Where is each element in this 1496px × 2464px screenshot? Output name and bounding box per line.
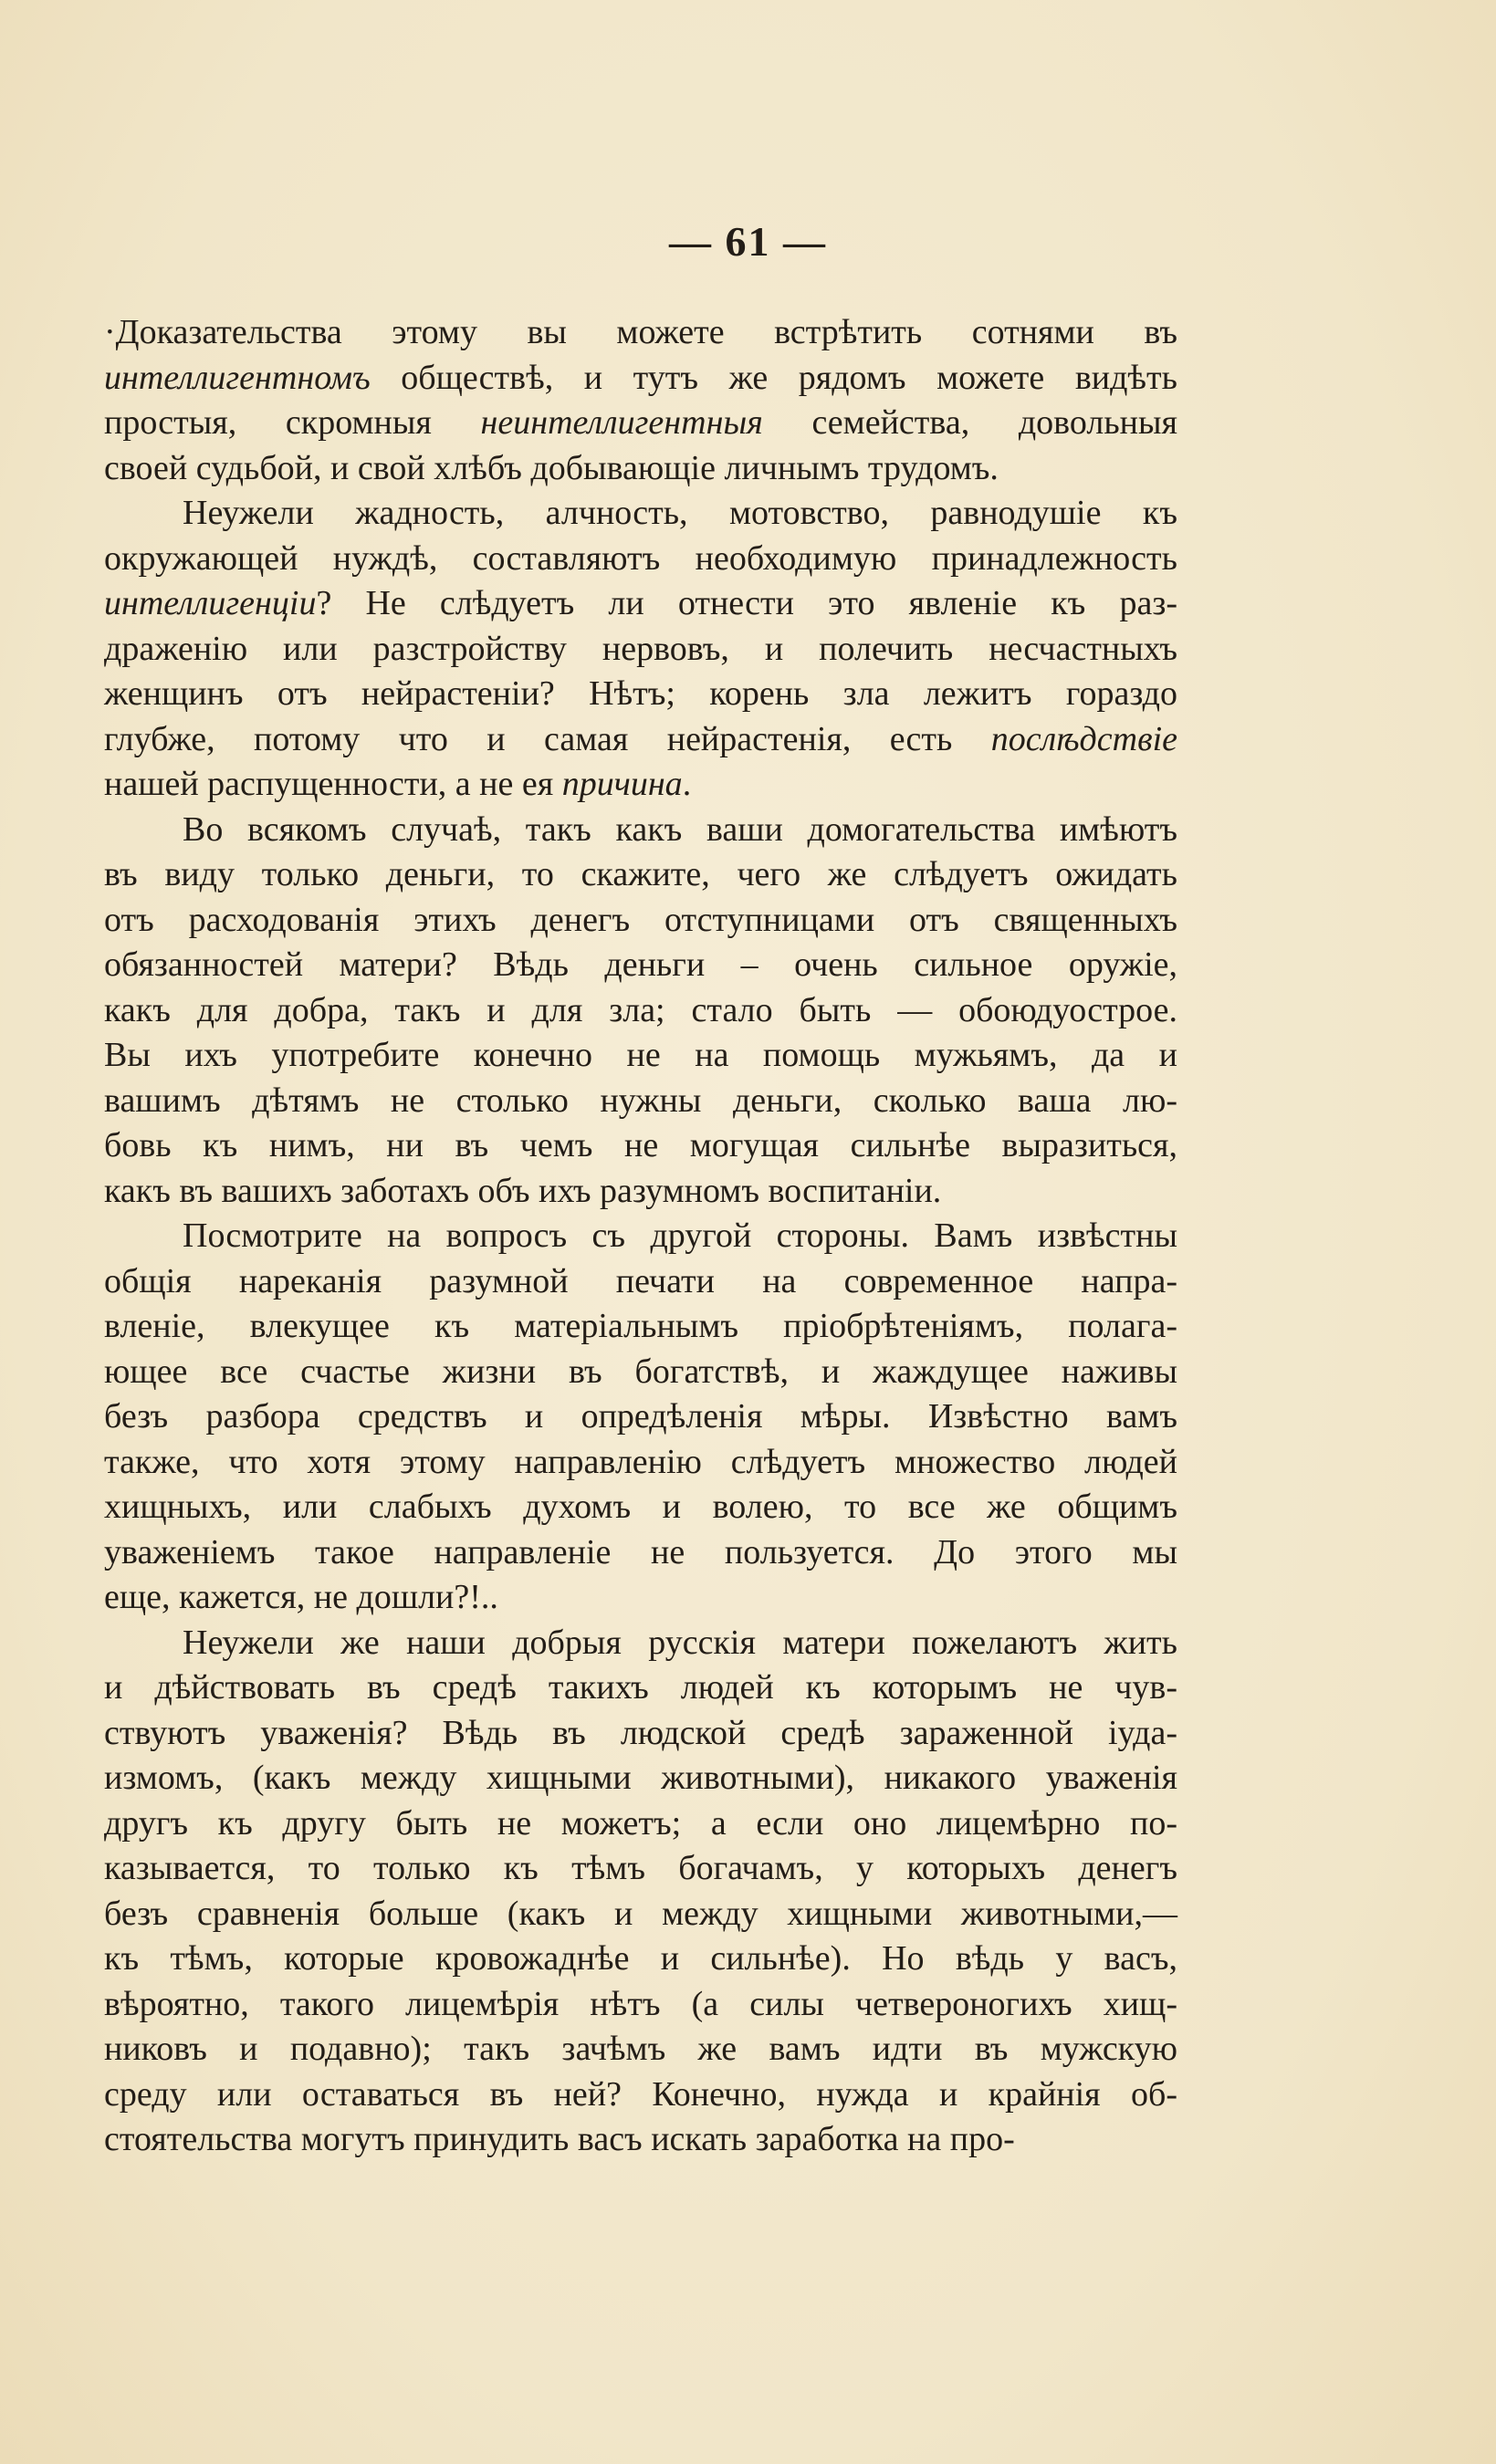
- body-text: [104, 310, 1177, 2163]
- text-line-26: также, что хотя этому направленію слѣдуетъ множество людей: [104, 1442, 1177, 1481]
- text-line-9: женщинъ отъ нейрастеніи? Нѣтъ; корень зла лежитъ гораздо: [104, 674, 1177, 713]
- text-line-7: интеллигенціи? Не слѣдуетъ ли отнести это явленіе къ раз-: [104, 584, 1177, 622]
- text-line-5: Неужели жадность, алчность, мотовство, равнодушіе къ: [183, 494, 1177, 532]
- italic-term: интеллигенціи: [104, 584, 317, 622]
- text-line-37: къ тѣмъ, которые кровожаднѣе и сильнѣе). Но вѣдь у васъ,: [104, 1939, 1177, 1978]
- text-line-1: ·Доказательства этому вы можете встрѣтить сотнями въ: [104, 313, 1177, 351]
- text-line-40: среду или оставаться въ ней? Конечно, нужда и крайнія об-: [104, 2074, 1177, 2114]
- text-line-23: вленіе, влекущее къ матеріальнымъ пріобрѣтеніямъ, полага-: [104, 1307, 1177, 1345]
- page-number: — 61 —: [669, 218, 827, 265]
- text-line-16: какъ для добра, такъ и для зла; стало быть — обоюдуострое.: [104, 990, 1177, 1029]
- text-line-19: бовь къ нимъ, ни въ чемъ не могущая сильнѣе выразиться,: [104, 1126, 1177, 1164]
- text-line-27: хищныхъ, или слабыхъ духомъ и волею, то все же общимъ: [104, 1488, 1177, 1526]
- text-line-17: Вы ихъ употребите конечно не на помощь мужьямъ, да и: [104, 1036, 1177, 1074]
- text-line-34: другъ къ другу быть не можетъ; а если оно лицемѣрно по-: [104, 1803, 1177, 1843]
- text-line-4: своей судьбой, и свой хлѣбъ добывающіе личнымъ трудомъ.: [104, 448, 999, 487]
- text-line-28: уваженіемъ такое направленіе не пользуется. До этого мы: [104, 1532, 1177, 1571]
- text-line-38: вѣроятно, такого лицемѣрія нѣтъ (а силы четвероногихъ хищ-: [104, 1984, 1177, 2023]
- text-line-20: какъ въ вашихъ заботахъ объ ихъ разумномъ воспитаніи.: [104, 1171, 942, 1210]
- italic-term: причина: [561, 765, 683, 803]
- text-line-3: простыя, скромныя неинтеллигентныя семейства, довольныя: [104, 403, 1177, 442]
- text-line-18: вашимъ дѣтямъ не столько нужны деньги, сколько ваша лю-: [104, 1081, 1177, 1120]
- text-line-32: ствуютъ уваженія? Вѣдь въ людской средѣ зараженной іуда-: [104, 1713, 1177, 1752]
- text-line-36: безъ сравненія больше (какъ и между хищными животными,—: [104, 1894, 1177, 1933]
- text-line-39: никовъ и подавно); такъ зачѣмъ же вамъ идти въ мужскую: [104, 2030, 1177, 2068]
- text-line-13: въ виду только деньги, то скажите, чего же слѣдуетъ ожидать: [104, 855, 1177, 893]
- text-line-24: ющее все счастье жизни въ богатствѣ, и жаждущее наживы: [104, 1352, 1177, 1391]
- text-line-8: драженію или разстройству нервовъ, и полечить несчастныхъ: [104, 629, 1177, 668]
- text-line-15: обязанностей матери? Вѣдь деньги – очень сильное оружіе,: [104, 945, 1177, 984]
- text-line-11: нашей распущенности, а не ея причина.: [104, 765, 692, 803]
- text-line-12: Во всякомъ случаѣ, такъ какъ ваши домогательства имѣютъ: [183, 809, 1177, 849]
- text-line-6: окружающей нуждѣ, составляютъ необходимую принадлежность: [104, 538, 1177, 578]
- text-line-2: интеллигентномъ обществѣ, и тутъ же рядомъ можете видѣть: [104, 358, 1177, 397]
- text-line-41: стоятельства могутъ принудить васъ искать заработка на про-: [104, 2120, 1015, 2158]
- italic-term: интеллигентномъ: [104, 358, 371, 397]
- text-line-31: и дѣйствовать въ средѣ такихъ людей къ которымъ не чув-: [104, 1668, 1177, 1707]
- italic-term: послѣдствіе: [990, 719, 1177, 758]
- text-line-35: казывается, то только къ тѣмъ богачамъ, у которыхъ денегъ: [104, 1849, 1177, 1887]
- text-line-14: отъ расходованія этихъ денегъ отступницами отъ священныхъ: [104, 900, 1177, 939]
- text-line-10: глубже, потому что и самая нейрастенія, есть послѣдствіе: [104, 719, 1177, 758]
- text-line-33: измомъ, (какъ между хищными животными), никакого уваженія: [104, 1759, 1177, 1797]
- text-line-29: еще, кажется, не дошли?!..: [104, 1578, 498, 1616]
- text-line-21: Посмотрите на вопросъ съ другой стороны. Вамъ извѣстны: [183, 1216, 1177, 1255]
- text-line-30: Неужели же наши добрыя русскія матери пожелаютъ жить: [183, 1623, 1177, 1662]
- text-line-22: общія нареканія разумной печати на современное напра-: [104, 1261, 1177, 1300]
- text-line-25: безъ разбора средствъ и опредѣленія мѣры. Извѣстно вамъ: [104, 1397, 1177, 1436]
- italic-term: неинтеллигентныя: [480, 403, 763, 442]
